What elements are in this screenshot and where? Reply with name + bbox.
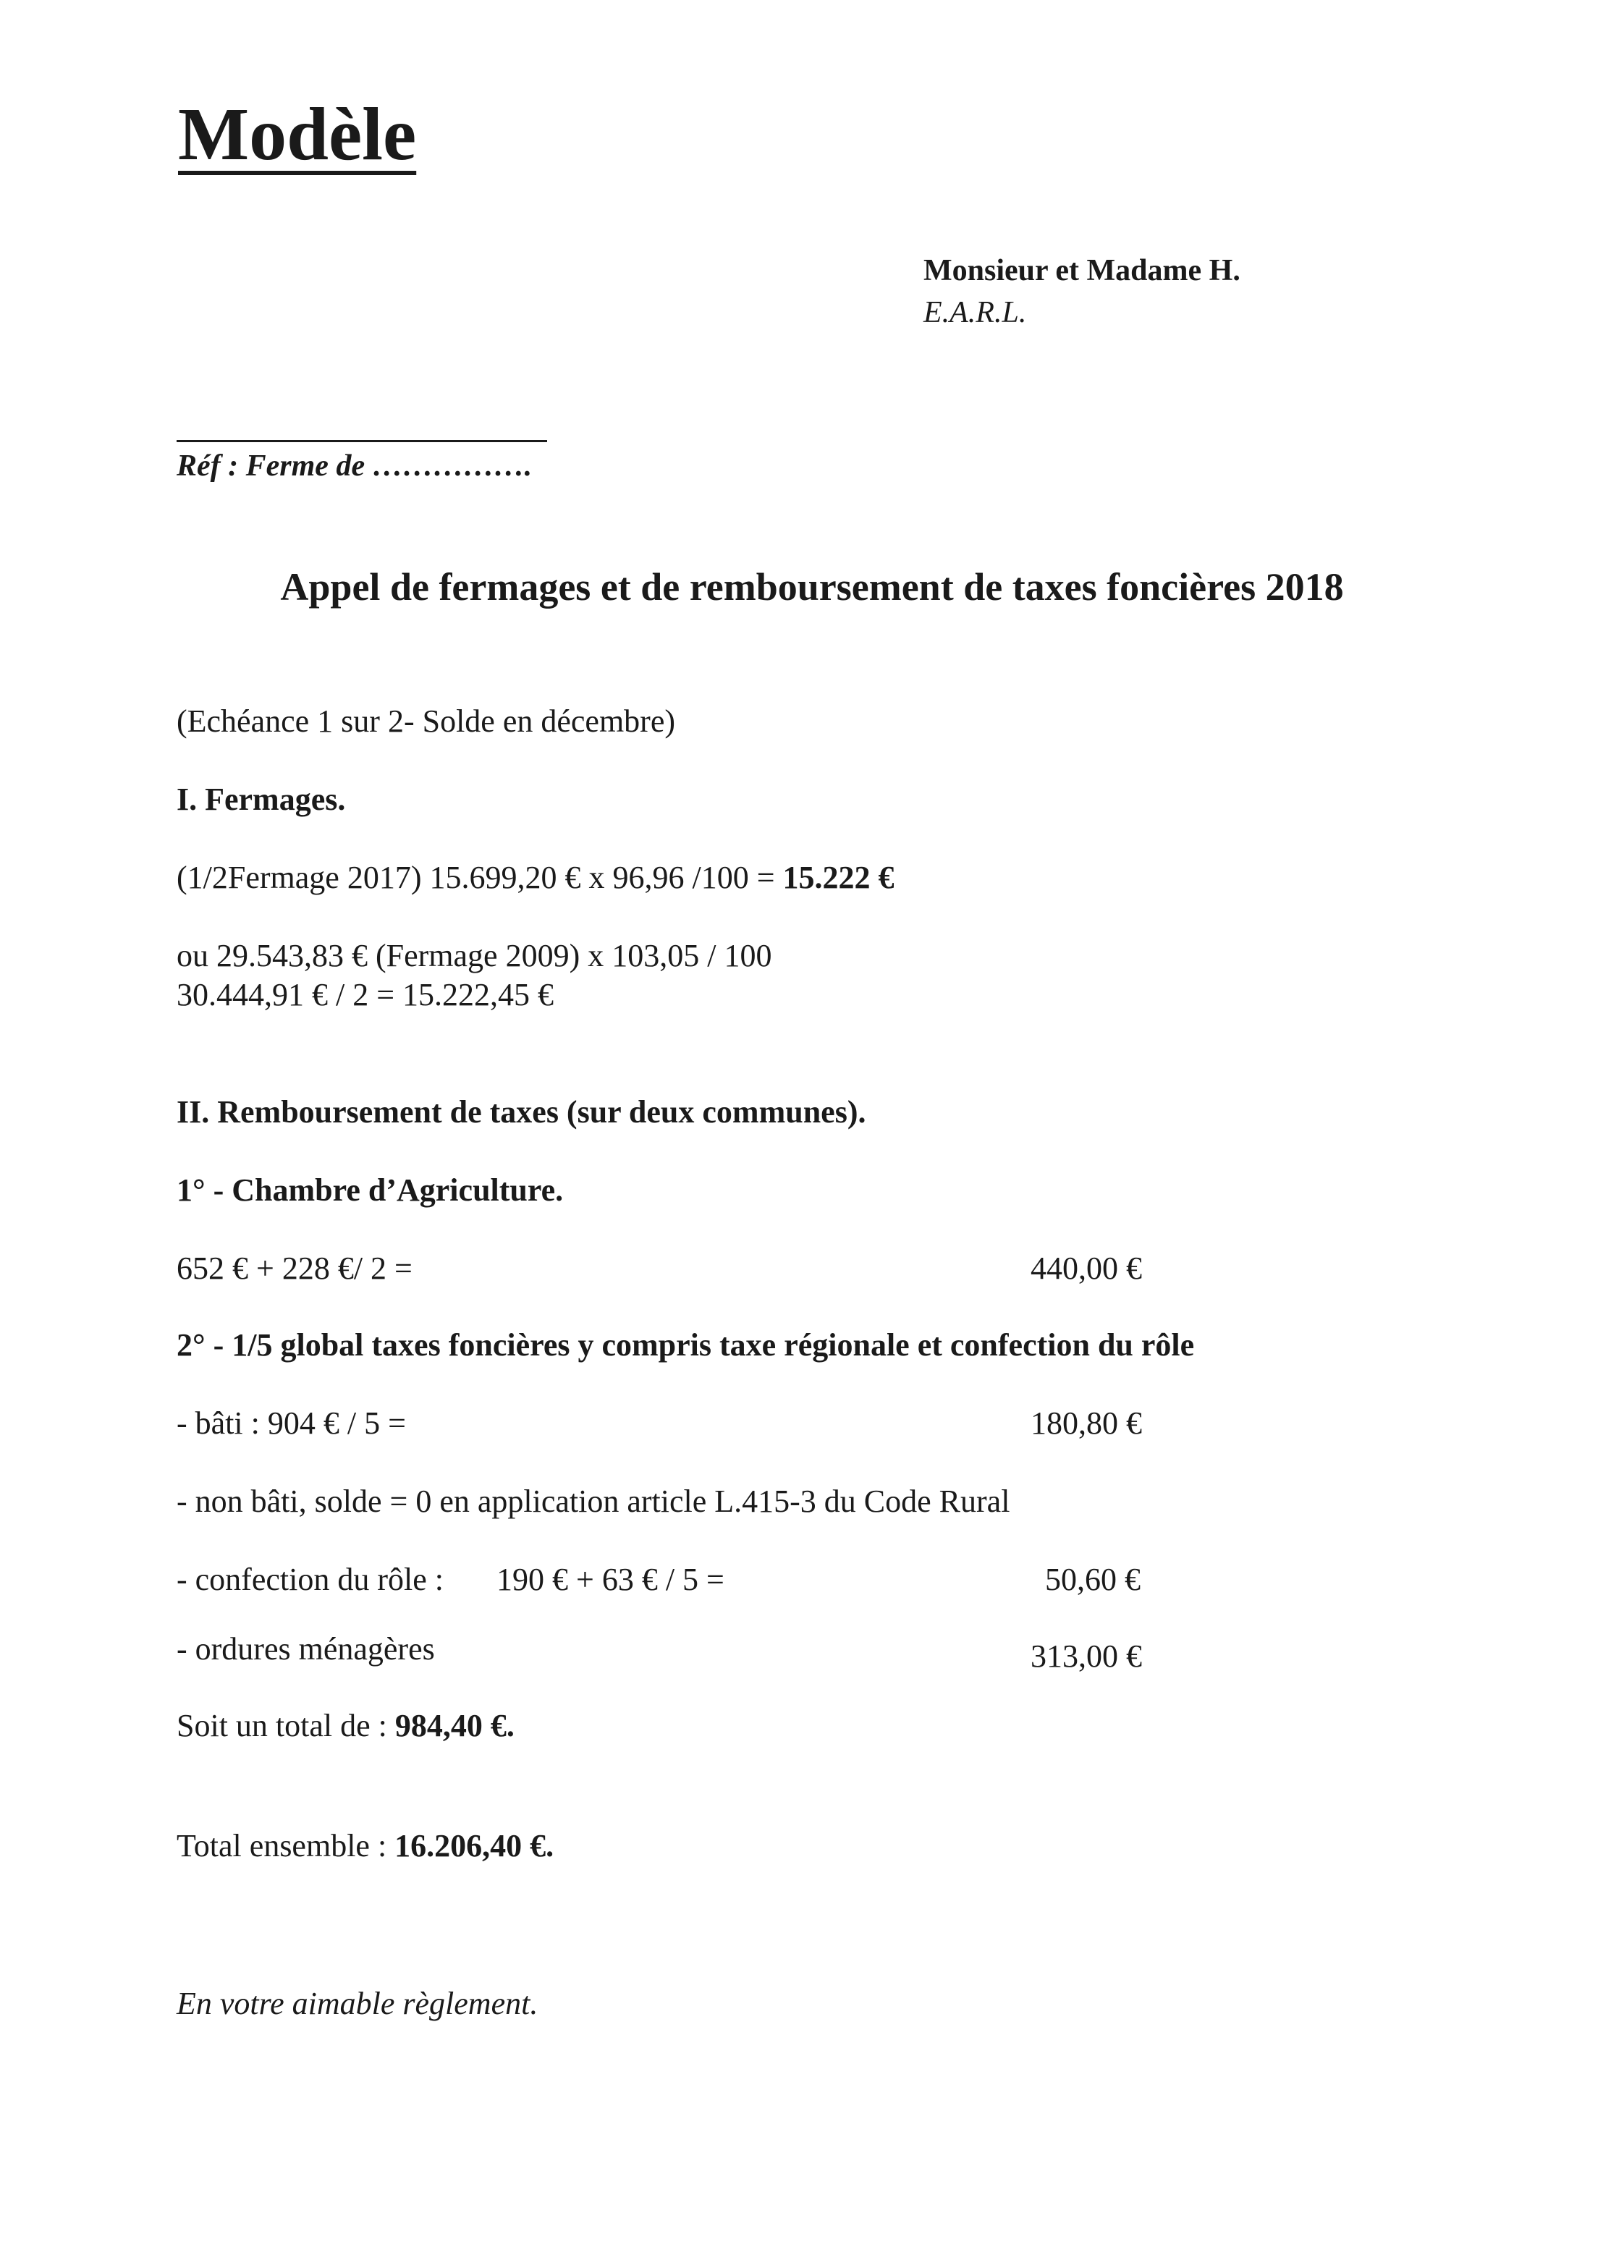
non-bati-line: - non bâti, solde = 0 en application article L.415-3 du Code Rural <box>177 1484 1010 1519</box>
global-taxes-heading: 2° - 1/5 global taxes foncières y compris taxe régionale et confection du rôle <box>177 1327 1195 1363</box>
grand-total-value: 16.206,40 €. <box>394 1828 554 1863</box>
taxes-total-label: Soit un total de : <box>177 1708 395 1743</box>
reference-line: Réf : Ferme de ……………. <box>177 449 533 483</box>
fermage-line-1 <box>177 858 895 897</box>
chambre-calc: 652 € + 228 €/ 2 = <box>177 1251 413 1286</box>
closing-line: En votre aimable règlement. <box>177 1986 538 2021</box>
recipient-company: E.A.R.L. <box>923 296 1027 329</box>
fermage-line-1-calc: (1/2Fermage 2017) 15.699,20 € x 96,96 /100 = <box>177 860 783 895</box>
document-title: Appel de fermages et de remboursement de taxes foncières 2018 <box>280 565 1344 609</box>
fermage-line-3: 30.444,91 € / 2 = 15.222,45 € <box>177 977 554 1012</box>
taxes-heading: II. Remboursement de taxes (sur deux communes). <box>177 1094 866 1130</box>
echeance-note: (Echéance 1 sur 2- Solde en décembre) <box>177 703 676 739</box>
taxes-total <box>177 1706 515 1746</box>
grand-total-label: Total ensemble : <box>177 1828 395 1863</box>
ordures-amount: 313,00 € <box>1031 1638 1142 1674</box>
grand-total <box>177 1827 554 1866</box>
confection-label: - confection du rôle : <box>177 1562 444 1597</box>
fermages-heading: I. Fermages. <box>177 782 346 817</box>
chambre-amount: 440,00 € <box>1031 1251 1142 1286</box>
confection-calc: 190 € + 63 € / 5 = <box>496 1562 724 1597</box>
confection-amount: 50,60 € <box>1045 1562 1141 1597</box>
fermage-line-1-result: 15.222 € <box>782 860 895 895</box>
taxes-total-value: 984,40 €. <box>394 1708 515 1743</box>
reference-rule <box>177 440 547 442</box>
ordures-label: - ordures ménagères <box>177 1631 435 1667</box>
model-title: Modèle <box>178 93 417 176</box>
bati-amount: 180,80 € <box>1031 1405 1142 1441</box>
chambre-heading: 1° - Chambre d’Agriculture. <box>177 1172 564 1208</box>
bati-label: - bâti : 904 € / 5 = <box>177 1405 406 1441</box>
recipient-name: Monsieur et Madame H. <box>923 254 1240 287</box>
fermage-line-2: ou 29.543,83 € (Fermage 2009) x 103,05 / 100 <box>177 938 772 973</box>
